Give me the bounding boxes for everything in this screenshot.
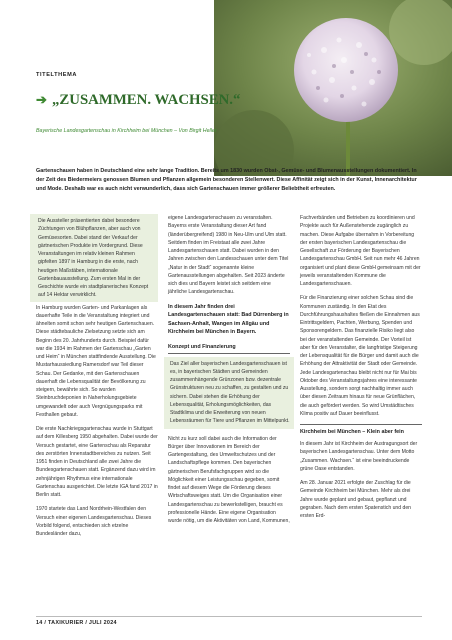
- highlight-paragraph: In diesem Jahr finden drei Landesgartenschauen statt: Bad Dürrenberg in Sachsen-Anhalt, Wangen im Allgäu und Kirchheim bei München in Bayern.: [168, 303, 289, 335]
- footer-divider: [36, 616, 422, 617]
- allium-flower-photo: [214, 0, 452, 176]
- right-arrow-icon: ➔: [36, 92, 47, 107]
- article-subline: Bayerische Landesgartenschau in Kirchheim bei München – Von Birgit Heller: [36, 128, 217, 134]
- column-2: [168, 214, 290, 624]
- section-rubric: TITELTHEMA: [36, 72, 78, 78]
- article-lead: Gartenschauen haben in Deutschland eine sehr lange Tradition. Bereits um 1830 wurden Obst-, Gemüse- und Blumenausstellungen dokumentiert. In der Zeit des Biedermeiers genossen Blumen und Pflanzen allgemein besonderen Stellenwert. Diese Affinität zeigt sich in der Kunst, Innenarchitektur und Mode. Deshalb war es auch nicht verwunderlich, dass sich Gartenschauen immer größerer Beliebtheit erfreuten.: [36, 168, 417, 192]
- article-body: [36, 214, 422, 630]
- page-footer: 14 / TAXIKURIER / JULI 2024: [36, 620, 117, 626]
- column-3: [300, 214, 422, 624]
- article-title: [36, 92, 240, 109]
- paragraph: 1970 startete das Land Nordrhein-Westfalen den Versuch einer eigenen Landesgartenschau. Dieses Vorbild folgend, entschieden sich etzelne Bundesländer dazu,: [36, 506, 152, 537]
- subheading-konzept: Konzept und Finanzierung: [168, 343, 236, 350]
- paragraph: In diesem Jahr ist Kirchheim der Austragungsort der bayerischen Landesgartenschau. Unter dem Motto „Zusammen. Wachsen.“ ist eine beeindruckende grüne Oase entstanden.: [300, 441, 418, 472]
- paragraph: Die Aussteller präsentierten dabei besondere Züchtungen von Blühpflanzen, aber auch von Gemüsesorten. Dabei stand der Verkauf der gärtnerischen Produkte im Vordergrund. Diese Veranstaltungen im relativ kleinen Rahmen gipfelten 1897 in Hamburg in die erste, nach heutigen Maßstäben, internationale Gartenbauausstellung. Zum ersten Mal in der Geschichte wurde ein stadtplanerisches Konzept auf 14 Hektar verwirklicht.: [38, 218, 149, 299]
- intro-sidebar: [30, 214, 158, 302]
- goal-box: [164, 357, 294, 429]
- subheading-kirchheim: Kirchheim bei München – Klein aber fein: [300, 428, 404, 435]
- paragraph: Die erste Nachkriegsgartenschau wurde in Stuttgart auf dem Killesberg 1950 abgehalten. Dabei wurde der Versuch gestartet, eine Gartenschau als Reparatur des zerstörten Innenstadtbereiches zu nutzen. Seit 1951 finden in Deutschland alle zwei Jahre die Bundesgartenschauen statt. Ergänzend dazu wird im zehnjährigen Rhythmus eine internationale Gartenschau ausgerichtet. Die letzte IGA fand 2017 in Berlin statt.: [36, 426, 158, 498]
- article-title-text: „ZUSAMMEN. WACHSEN.“: [52, 92, 241, 108]
- paragraph: eigene Landesgartenschauen zu veranstalten. Bayerns erste Veranstaltung dieser Art fand (länderübergreifend) 1980 in Neu-Ulm und Ulm statt. Seitdem finden im Freistaat alle zwei Jahre Landesgartenschauen statt. Dabei wurden in den Jahren zwischen den Landesschauen unter dem Titel „Natur in der Stadt“ sogenannte kleine Gartenausstellungen abgehalten. Seit 2023 änderte sich dies und Bayern leistet sich seitdem eine jährliche Landesgartenschau.: [168, 215, 289, 296]
- divider: [168, 353, 290, 354]
- paragraph: Nicht zu kurz soll dabei auch die Information der Bürger über Innovationen im Bereich der Gartengestaltung, des Umweltschutzes und der Landschaftspflege kommen. Den bayerischen gärtnerischen Berufsfachgruppen wird so die Möglichkeit einer Leistungsschau gegeben, somit findet auf diesem Wege die Förderung dieses Wirtschaftsweiges statt. Um die Organisation einer Landesgartenschau zu bewerkstelligen, braucht es professionelle Hände. Eine eigene Organisation wurde nötig, um die Aktivitäten von Land, Kommunen,: [168, 435, 290, 525]
- divider: [300, 424, 422, 425]
- column-1: [36, 214, 158, 624]
- paragraph: Für die Finanzierung einer solchen Schau sind die Kommunen zuständig. In den Etat des Durchführungshaushaltes fließen die Einnahmen aus Eintrittsgeldern, Pachten, Werbung, Spenden und Sponsorengeldern. Das finanzielle Risiko liegt also bei der veranstaltenden Gemeinde. Der Vorteil ist aber für den Veranstalter, die langfristige Steigerung der Lebensqualität für die Bürger und damit auch die Erhöhung der Attraktivität der Stadt oder Gemeinde. Jede Landesgartenschau bleibt nicht nur für Mai bis Oktober des Veranstaltungsjahres eine interessante Ausstellung, sondern sorgt nachhaltig immer auch über diesen Zeitraum hinaus für neue Grünflächen, die auch gefördert werden. So wird Umstädtisches Klima positiv auf Dauer beeinflusst.: [300, 295, 420, 417]
- paragraph: Am 28. Januar 2021 erfolgte der Zuschlag für die Gemeinde Kirchheim bei München. Mehr als drei Jahre wurde geplant und gebaut, gepflanzt und gegraben. Nach dem ersten Spatenstich und den ersten Erd-: [300, 480, 412, 520]
- paragraph: In Hamburg wurden Garten- und Parkanlagen als dauerhafte Teile in die Veranstaltung integriert und ähnelten somit schon sehr heutigen Gartenschauen. Diese städtebauliche Zielsetzung setzte sich am Beginn des 20. Jahrhunderts durch. Beispiel dafür war die 1934 im Rahmen der Gartenschau „Garten und Heim“ in München stattfindende Ausstellung. Die Mustarhaussiedlung Ramersdorf war Teil dieser Schau. Der Gedanke, mit den Gartenschauen dauerhaft die Lebensqualität der Bevölkerung zu steigern, bewährte sich. So wurden Steinbruchdeponien in Naherholungsgebiete umgewandelt oder auch Vergnügungsparks mit Festhallen gebaut.: [36, 304, 156, 418]
- paragraph: Fachverbänden und Betrieben zu koordinieren und Projekte auch für Außenstehende zugänglich zu machen. Diese Aufgabe übernahm in Vorbereitung der ersten bayerischen Landesgartenschau die Gesellschaft zur Förderung der Bayerischen Landesgartenschau GmbH. Seit nun mehr 46 Jahren organisiert und plant diese GmbH gemeinsam mit der jeweils veranstaltenden Kommune die Landesgartenschauen.: [300, 215, 421, 287]
- paragraph: Das Ziel aller bayerischen Landesgartenschauen ist es, in bayerischen Städten und Gemeinden zusammenhängende Grünzonen bzw. dezentrale Grünstrukturen neu zu schaffen, zu gestalten und zu sichern. Dabei stehen die Erhöhung der Lebensqualität, Erholungsmöglichkeiten, das Stadtklima und die Erweiterung von neuen Lebensräumen für Tiere und Pflanzen im Mittelpunkt.: [170, 360, 290, 425]
